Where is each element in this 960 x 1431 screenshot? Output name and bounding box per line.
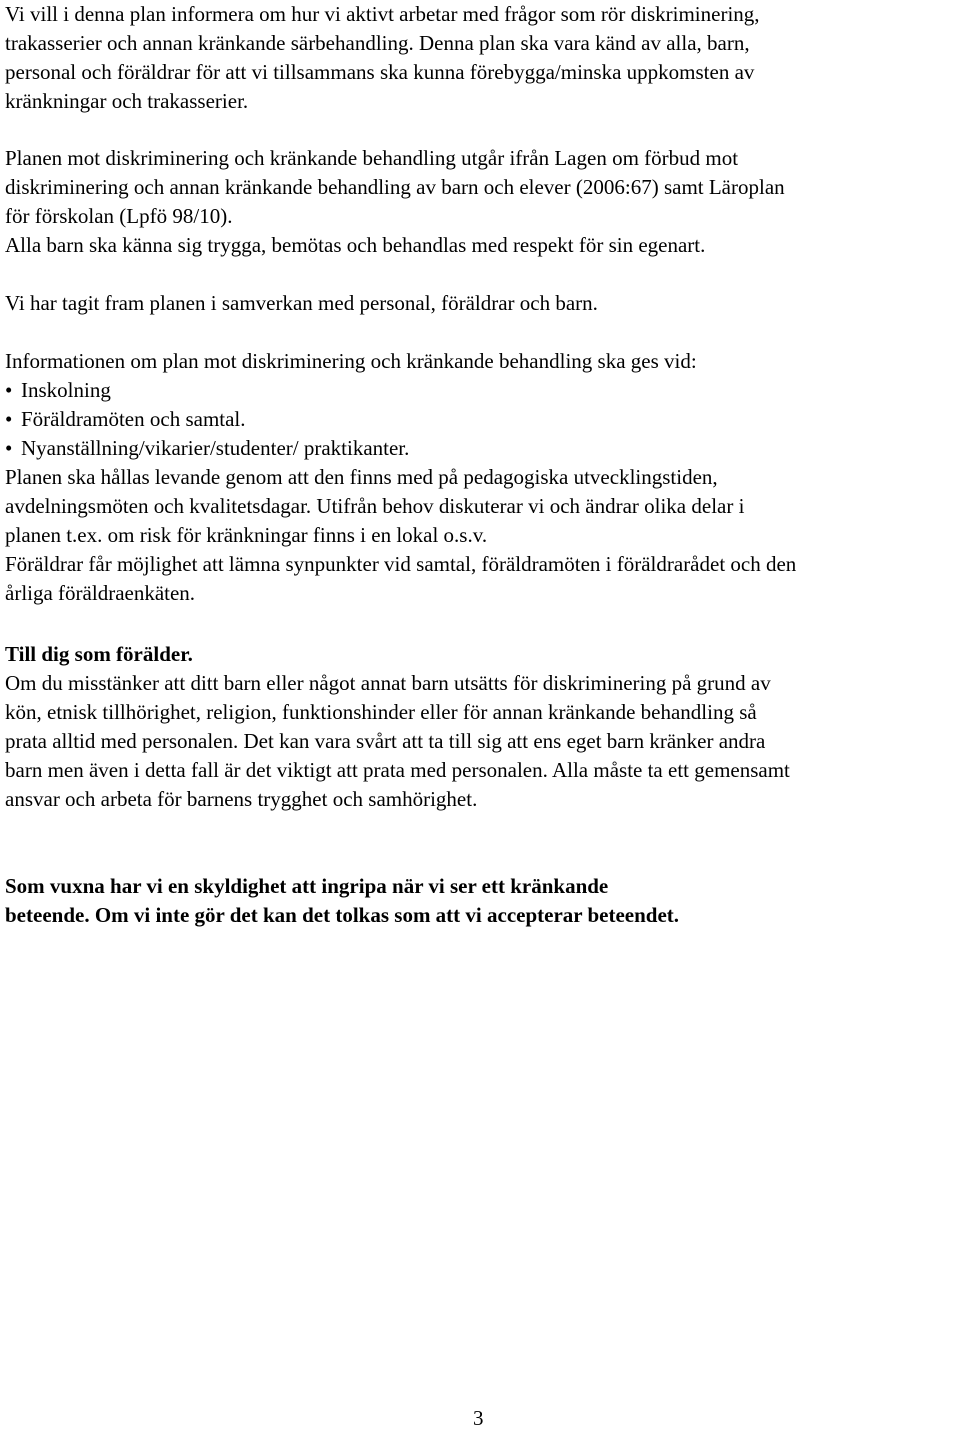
- adults-line: Som vuxna har vi en skyldighet att ingripa när vi ser ett kränkande: [5, 874, 609, 898]
- intro-line: kränkningar och trakasserier.: [5, 89, 249, 113]
- law-paragraph: [5, 144, 955, 260]
- law-line: för förskolan (Lpfö 98/10).: [5, 204, 233, 228]
- parent-line: ansvar och arbeta för barnens trygghet och samhörighet.: [5, 787, 478, 811]
- cooperation-paragraph: [5, 289, 955, 318]
- info-heading: Informationen om plan mot diskriminering och kränkande behandling ska ges vid:: [5, 349, 697, 373]
- parent-line: kön, etnisk tillhörighet, religion, funktionshinder eller för annan kränkande behandling så: [5, 700, 757, 724]
- info-list-item: • Föräldramöten och samtal.: [5, 405, 955, 434]
- law-line: Alla barn ska känna sig trygga, bemötas och behandlas med respekt för sin egenart.: [5, 233, 706, 257]
- living-line: planen t.ex. om risk för kränkningar finns i en lokal o.s.v.: [5, 523, 488, 547]
- living-line: Föräldrar får möjlighet att lämna synpunkter vid samtal, föräldramöten i föräldrarådet och den: [5, 552, 797, 576]
- info-list-item: • Inskolning: [5, 376, 955, 405]
- law-line: diskriminering och annan kränkande behandling av barn och elever (2006:67) samt Läroplan: [5, 175, 785, 199]
- living-line: årliga föräldraenkäten.: [5, 581, 196, 605]
- law-line: Planen mot diskriminering och kränkande behandling utgår ifrån Lagen om förbud mot: [5, 146, 739, 170]
- parent-heading: Till dig som förälder.: [5, 642, 193, 666]
- info-list-item: • Nyanställning/vikarier/studenter/ praktikanter.: [5, 434, 955, 463]
- intro-line: Vi vill i denna plan informera om hur vi aktivt arbetar med frågor som rör diskriminering,: [5, 2, 760, 26]
- intro-line: trakasserier och annan kränkande särbehandling. Denna plan ska vara känd av alla, barn,: [5, 31, 750, 55]
- information-section: [5, 347, 955, 608]
- living-line: Planen ska hållas levande genom att den finns med på pedagogiska utvecklingstiden,: [5, 465, 718, 489]
- adults-responsibility-paragraph: [5, 872, 955, 930]
- intro-paragraph: [5, 0, 955, 116]
- parent-line: barn men även i detta fall är det viktigt att prata med personalen. Alla måste ta ett gemensamt: [5, 758, 790, 782]
- page-number: 3: [473, 1406, 484, 1430]
- living-line: avdelningsmöten och kvalitetsdagar. Utifrån behov diskuterar vi och ändrar olika delar i: [5, 494, 745, 518]
- parent-section: [5, 640, 955, 814]
- intro-line: personal och föräldrar för att vi tillsammans ska kunna förebygga/minska uppkomsten av: [5, 60, 755, 84]
- parent-line: Om du misstänker att ditt barn eller något annat barn utsätts för diskriminering på grund av: [5, 671, 771, 695]
- cooperation-line: Vi har tagit fram planen i samverkan med personal, föräldrar och barn.: [5, 291, 598, 315]
- adults-line: beteende. Om vi inte gör det kan det tolkas som att vi accepterar beteendet.: [5, 903, 680, 927]
- parent-line: prata alltid med personalen. Det kan vara svårt att ta till sig att ens eget barn kränker andra: [5, 729, 766, 753]
- document-page: [5, 0, 955, 1430]
